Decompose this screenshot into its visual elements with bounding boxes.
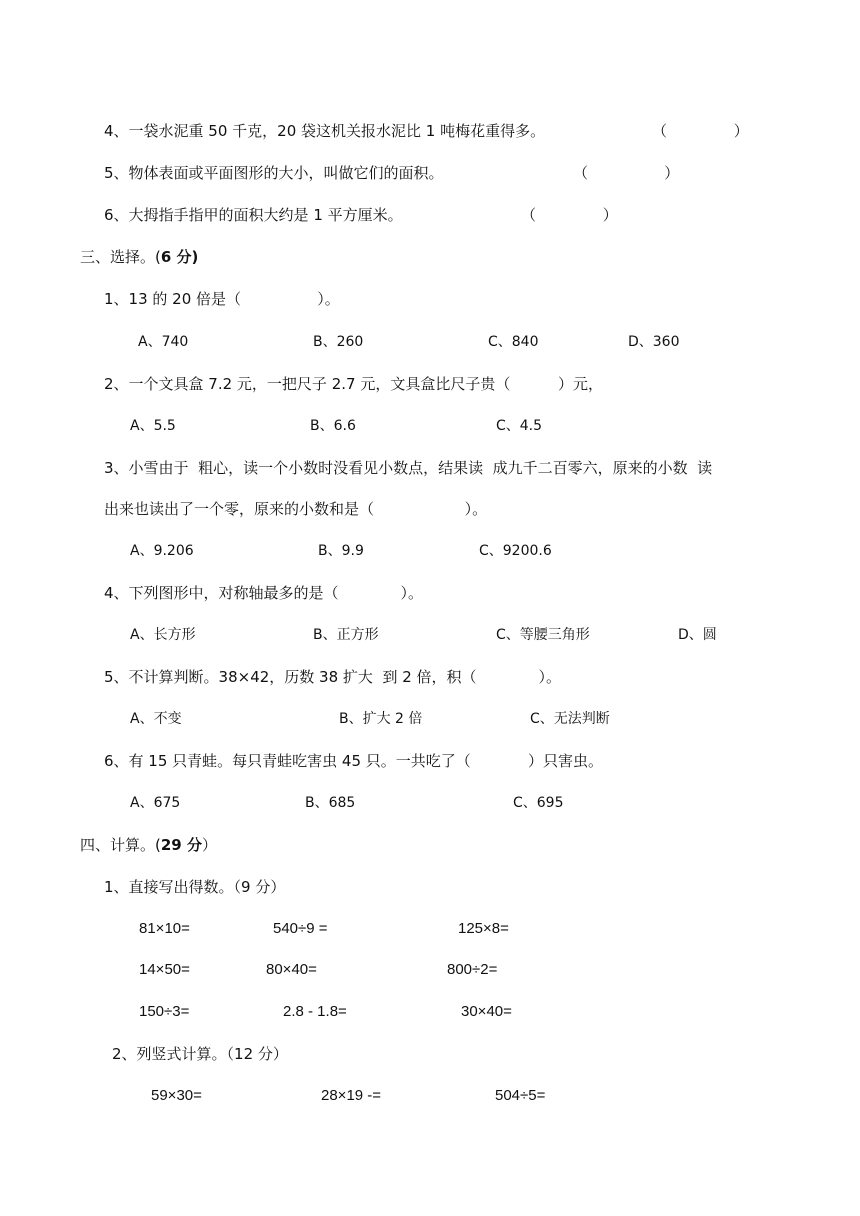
vertical-calc-item: 504÷5=	[495, 1087, 546, 1104]
calc-subsection-1: 1、直接写出得数。（9 分）	[104, 878, 286, 896]
choice-question-3-line1: 3、小雪由于 粗心，读一个小数时没看见小数点，结果读 成九千二百零六，原来的小数 读	[104, 459, 713, 477]
option-d: D、360	[628, 334, 680, 350]
option-b: B、260	[313, 334, 364, 350]
option-c: C、无法判断	[530, 711, 610, 727]
judge-item-5: 5、物体表面或平面图形的大小，叫做它们的面积。	[104, 164, 444, 182]
option-b: B、9.9	[318, 543, 364, 559]
option-b: B、6.6	[310, 418, 356, 434]
choice-question-6: 6、有 15 只青蛙。每只青蛙吃害虫 45 只。一共吃了（ ）只害虫。	[104, 752, 604, 770]
answer-bracket-4: （ ）	[652, 122, 749, 140]
option-d: D、圆	[678, 627, 717, 643]
option-b: B、正方形	[313, 627, 379, 643]
section-4-title: 四、计算。(29 分）	[80, 836, 217, 854]
option-a: A、不变	[130, 711, 182, 727]
option-c: C、840	[488, 334, 539, 350]
vertical-calc-item: 59×30=	[151, 1087, 202, 1104]
option-a: A、675	[130, 795, 181, 811]
option-b: B、685	[305, 795, 356, 811]
choice-question-2: 2、一个文具盒 7.2 元，一把尺子 2.7 元，文具盒比尺子贵（ ）元，	[104, 375, 604, 393]
option-a: A、740	[138, 334, 189, 350]
choice-question-5: 5、不计算判断。38×42，历数 38 扩大 到 2 倍，积（ ）。	[104, 668, 562, 686]
section-3-title: 三、选择。(6 分)	[80, 248, 199, 266]
calc-item: 125×8=	[458, 920, 509, 937]
calc-item: 540÷9 =	[273, 920, 328, 937]
option-c: C、695	[513, 795, 564, 811]
option-c: C、9200.6	[479, 543, 552, 559]
calc-item: 150÷3=	[139, 1003, 190, 1020]
option-a: A、长方形	[130, 627, 196, 643]
calc-item: 80×40=	[266, 961, 317, 978]
calc-item: 30×40=	[461, 1003, 512, 1020]
choice-question-1: 1、13 的 20 倍是（ ）。	[104, 290, 340, 308]
calc-item: 800÷2=	[447, 961, 498, 978]
option-c: C、等腰三角形	[496, 627, 590, 643]
calc-subsection-2: 2、列竖式计算。（12 分）	[112, 1045, 288, 1063]
calc-item: 2.8 - 1.8=	[283, 1003, 347, 1020]
option-a: A、5.5	[130, 418, 176, 434]
calc-item: 14×50=	[139, 961, 190, 978]
answer-bracket-5: （ ）	[573, 164, 680, 182]
judge-item-4: 4、一袋水泥重 50 千克，20 袋这机关报水泥比 1 吨梅花重得多。	[104, 122, 546, 140]
judge-item-6: 6、大拇指手指甲的面积大约是 1 平方厘米。	[104, 206, 403, 224]
calc-item: 81×10=	[139, 920, 190, 937]
option-b: B、扩大 2 倍	[339, 711, 423, 727]
answer-bracket-6: （ ）	[521, 206, 618, 224]
option-a: A、9.206	[130, 543, 194, 559]
vertical-calc-item: 28×19 -=	[321, 1087, 382, 1104]
option-c: C、4.5	[496, 418, 543, 434]
choice-question-4: 4、下列图形中，对称轴最多的是（ ）。	[104, 584, 424, 602]
choice-question-3-line2: 出来也读出了一个零，原来的小数和是（ ）。	[104, 500, 488, 518]
